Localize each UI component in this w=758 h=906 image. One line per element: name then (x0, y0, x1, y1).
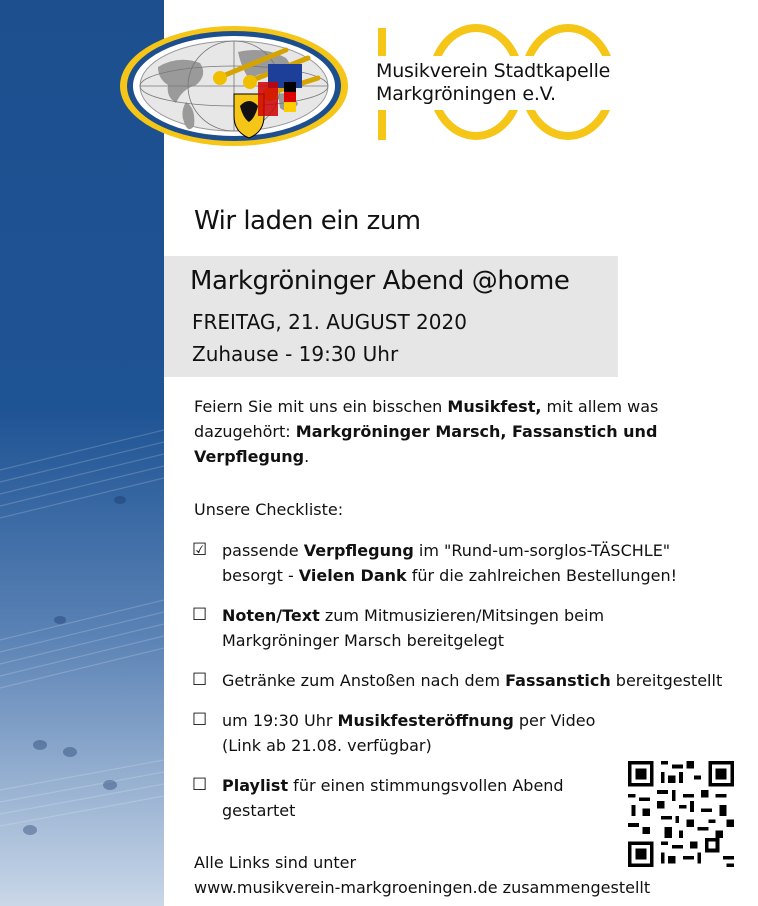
checkbox-icon[interactable]: ☐ (192, 605, 208, 625)
checklist-item-text (222, 773, 564, 823)
club-logo (118, 22, 354, 150)
website-link[interactable]: www.musikverein-markgroeningen.de zusammengestellt (194, 878, 651, 897)
checkbox-icon[interactable]: ☐ (192, 775, 208, 795)
item-bold: Noten/Text (222, 606, 320, 625)
item-bold: Vielen Dank (298, 566, 407, 585)
item-text: Getränke zum Anstoßen nach dem (222, 671, 506, 690)
item-text: für die zahlreichen Bestellungen! (406, 566, 678, 585)
anniversary-number: 100 (370, 22, 372, 23)
checked-box-icon[interactable]: ☑ (192, 540, 208, 560)
footer-note (194, 850, 650, 900)
item-text: zum Mitmusizieren/Mitsingen beim (319, 606, 605, 625)
item-bold: Fassanstich (505, 671, 611, 690)
intro-paragraph (194, 394, 714, 469)
event-box (164, 256, 618, 377)
checklist-item-text (222, 538, 677, 588)
organization-name-line2: Markgröningen e.V. (376, 83, 556, 105)
item-text: um 19:30 Uhr (222, 711, 338, 730)
intro-text-2: mit allem was dazugehört: (194, 397, 659, 441)
organization-name-line1: Musikverein Stadtkapelle (376, 60, 611, 82)
intro-text-1: Feiern Sie mit uns ein bisschen (194, 397, 448, 416)
item-text: im "Rund-um-sorglos-TÄSCHLE" (413, 541, 671, 560)
intro-text-3: . (304, 447, 310, 466)
item-text: bereitgestellt (610, 671, 723, 690)
event-place-time: Zuhause - 19:30 Uhr (192, 342, 399, 366)
footer-line1: Alle Links sind unter (194, 853, 357, 872)
checkbox-icon[interactable]: ☐ (192, 710, 208, 730)
checkbox-icon[interactable]: ☐ (192, 670, 208, 690)
event-date: FREITAG, 21. AUGUST 2020 (192, 310, 467, 334)
item-text: für einen stimmungsvollen Abend (288, 776, 564, 795)
checklist-heading: Unsere Checkliste: (194, 500, 344, 519)
item-text: per Video (513, 711, 596, 730)
checklist-item-text (222, 668, 722, 693)
item-text: passende (222, 541, 304, 560)
item-text: (Link ab 21.08. verfügbar) (222, 736, 432, 755)
invite-heading: Wir laden ein zum (194, 206, 421, 236)
organization-name (376, 60, 610, 106)
event-title: Markgröninger Abend @home (190, 266, 570, 296)
intro-bold-1: Musikfest, (447, 397, 542, 416)
item-text: gestartet (222, 801, 296, 820)
item-text: Markgröninger Marsch bereitgelegt (222, 631, 505, 650)
checklist-item-text (222, 708, 595, 758)
intro-bold-2: Markgröninger Marsch, Fassanstich und Verpflegung (194, 422, 658, 466)
item-bold: Playlist (222, 776, 289, 795)
checklist-item-text (222, 603, 604, 653)
item-bold: Verpflegung (303, 541, 414, 560)
item-text: besorgt - (222, 566, 299, 585)
item-bold: Musikfesteröffnung (337, 711, 514, 730)
